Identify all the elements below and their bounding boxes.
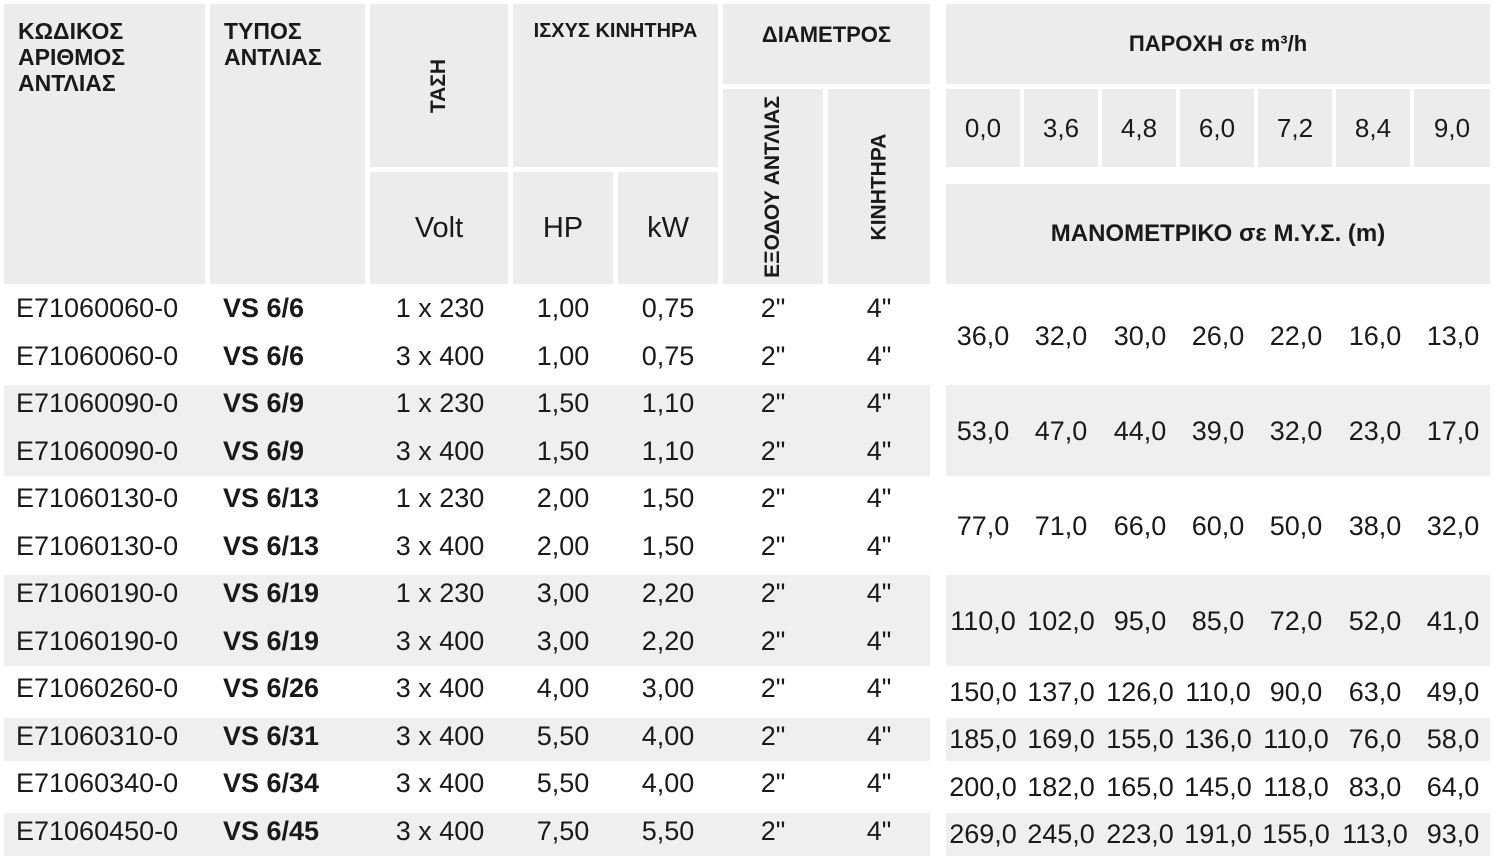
pump-voltage: 3 x 400 [395, 815, 485, 846]
header-diameter-motor-label: ΚΙΝΗΤΗΡΑ [867, 133, 891, 240]
pump-code: E71060190-0 [16, 625, 179, 656]
head-value: 93,0 [1426, 819, 1480, 850]
pump-power-kw: 1,10 [641, 388, 695, 418]
head-value: 118,0 [1263, 771, 1329, 802]
head-value: 50,0 [1269, 510, 1323, 541]
pump-power-kw: 2,20 [641, 578, 695, 608]
head-value: 200,0 [949, 771, 1017, 802]
pump-outlet-diameter: 2" [760, 578, 786, 608]
pump-voltage: 3 x 400 [395, 720, 485, 751]
header-diameter-label: ΔΙΑΜΕΤΡΟΣ [761, 22, 892, 47]
pump-outlet-diameter: 2" [760, 815, 786, 846]
head-value: 145,0 [1184, 771, 1252, 802]
head-value: 66,0 [1113, 510, 1167, 541]
header-power-hp: HP [513, 172, 613, 284]
flow-value-header: 4,8 [1102, 89, 1176, 167]
pump-code: E71060310-0 [16, 720, 179, 751]
pump-power-kw: 2,20 [641, 625, 695, 656]
flow-value-header: 7,2 [1258, 89, 1332, 167]
pump-outlet-diameter: 2" [760, 768, 786, 798]
head-value: 32,0 [1034, 320, 1088, 351]
pump-voltage: 3 x 400 [395, 435, 485, 466]
pump-motor-diameter: 4" [866, 625, 892, 656]
head-value: 136,0 [1184, 724, 1252, 755]
pump-motor-diameter: 4" [866, 483, 892, 513]
head-value: 223,0 [1106, 819, 1174, 850]
pump-power-hp: 5,50 [536, 720, 590, 751]
pump-motor-diameter: 4" [866, 673, 892, 703]
pump-motor-diameter: 4" [866, 815, 892, 846]
pump-motor-diameter: 4" [866, 340, 892, 371]
header-type-line-2: ΑΝΤΛΙΑΣ [224, 44, 322, 70]
pump-power-kw: 3,00 [641, 673, 695, 703]
head-value: 85,0 [1191, 605, 1245, 636]
head-value: 39,0 [1191, 415, 1245, 446]
pump-motor-diameter: 4" [866, 435, 892, 466]
head-value: 38,0 [1348, 510, 1402, 541]
head-value: 191,0 [1184, 819, 1252, 850]
head-value: 137,0 [1027, 676, 1095, 707]
head-value: 47,0 [1034, 415, 1088, 446]
header-voltage-unit: Volt [370, 172, 508, 284]
pump-type: VS 6/6 [223, 340, 305, 371]
header-diameter-cell [723, 4, 930, 84]
head-value: 165,0 [1106, 771, 1174, 802]
header-type-cell [210, 4, 365, 284]
header-code-line-1: ΚΩΔΙΚΟΣ [18, 18, 124, 44]
header-power-kw: kW [618, 172, 718, 284]
pump-voltage: 1 x 230 [395, 483, 485, 513]
pump-outlet-diameter: 2" [760, 673, 786, 703]
flow-value-header: 8,4 [1336, 89, 1410, 167]
head-value: 95,0 [1113, 605, 1167, 636]
header-power-label: ΙΣΧΥΣ ΚΙΝΗΤΗΡΑ [533, 20, 698, 42]
pump-outlet-diameter: 2" [760, 720, 786, 751]
pump-type: VS 6/34 [223, 768, 320, 798]
header-head-cell [946, 184, 1490, 284]
flow-value-header: 9,0 [1414, 89, 1490, 167]
pump-outlet-diameter: 2" [760, 340, 786, 371]
head-value: 71,0 [1034, 510, 1088, 541]
pump-outlet-diameter: 2" [760, 530, 786, 561]
pump-voltage: 3 x 400 [395, 625, 485, 656]
head-value: 63,0 [1348, 676, 1402, 707]
header-diameter-outlet [723, 89, 823, 284]
head-value: 182,0 [1027, 771, 1095, 802]
pump-outlet-diameter: 2" [760, 293, 786, 323]
head-value: 102,0 [1027, 605, 1095, 636]
pump-type: VS 6/45 [223, 815, 320, 846]
pump-voltage: 3 x 400 [395, 768, 485, 798]
pump-type: VS 6/9 [223, 388, 305, 418]
pump-voltage: 1 x 230 [395, 293, 485, 323]
header-diameter-motor [828, 89, 930, 284]
pump-voltage: 3 x 400 [395, 530, 485, 561]
head-value: 52,0 [1348, 605, 1402, 636]
pump-power-hp: 1,00 [536, 340, 590, 371]
pump-code: E71060130-0 [16, 483, 179, 513]
header-code-line-3: ΑΝΤΛΙΑΣ [18, 70, 116, 96]
head-value: 22,0 [1269, 320, 1323, 351]
pump-power-hp: 2,00 [536, 530, 590, 561]
flow-value-header: 0,0 [946, 89, 1020, 167]
pump-type: VS 6/13 [223, 530, 320, 561]
head-value: 72,0 [1269, 605, 1323, 636]
pump-outlet-diameter: 2" [760, 625, 786, 656]
pump-voltage: 3 x 400 [395, 340, 485, 371]
header-flow-label: ΠΑΡΟΧΗ σε m³/h [1128, 31, 1308, 56]
pump-type: VS 6/13 [223, 483, 320, 513]
pump-power-hp: 1,50 [536, 435, 590, 466]
header-code-line-2: ΑΡΙΘΜΟΣ [18, 44, 126, 70]
head-value: 26,0 [1191, 320, 1245, 351]
head-value: 113,0 [1342, 819, 1408, 850]
head-value: 169,0 [1027, 724, 1095, 755]
head-value: 155,0 [1106, 724, 1174, 755]
pump-voltage: 1 x 230 [395, 578, 485, 608]
pump-type: VS 6/31 [223, 720, 320, 751]
head-value: 13,0 [1426, 320, 1480, 351]
head-value: 126,0 [1106, 676, 1174, 707]
header-flow-cell [946, 4, 1490, 84]
pump-power-hp: 3,00 [536, 578, 590, 608]
head-value: 245,0 [1027, 819, 1095, 850]
head-value: 36,0 [956, 320, 1010, 351]
pump-type: VS 6/19 [223, 578, 320, 608]
header-diameter-outlet-label: ΕΞΟΔΟΥ ΑΝΤΛΙΑΣ [761, 95, 784, 278]
pump-voltage: 1 x 230 [395, 388, 485, 418]
pump-power-kw: 1,50 [641, 483, 695, 513]
flow-value-header: 6,0 [1180, 89, 1254, 167]
pump-code: E71060060-0 [16, 340, 179, 371]
head-value: 44,0 [1113, 415, 1167, 446]
pump-code: E71060450-0 [16, 815, 179, 846]
pump-power-hp: 5,50 [536, 768, 590, 798]
head-value: 155,0 [1262, 819, 1330, 850]
pump-power-hp: 1,50 [536, 388, 590, 418]
header-code-cell [4, 4, 205, 284]
pump-motor-diameter: 4" [866, 768, 892, 798]
head-value: 16,0 [1348, 320, 1402, 351]
pump-motor-diameter: 4" [866, 388, 892, 418]
head-value: 30,0 [1113, 320, 1167, 351]
pump-outlet-diameter: 2" [760, 483, 786, 513]
flow-value-header: 3,6 [1024, 89, 1098, 167]
pump-power-kw: 0,75 [641, 340, 695, 371]
pump-power-kw: 1,10 [641, 435, 695, 466]
pump-motor-diameter: 4" [866, 530, 892, 561]
pump-motor-diameter: 4" [866, 720, 892, 751]
pump-power-hp: 2,00 [536, 483, 590, 513]
header-voltage-cell [370, 4, 508, 167]
pump-voltage: 3 x 400 [395, 673, 485, 703]
head-value: 32,0 [1426, 510, 1480, 541]
head-value: 269,0 [949, 819, 1017, 850]
pump-power-hp: 4,00 [536, 673, 590, 703]
head-value: 185,0 [949, 724, 1017, 755]
head-value: 32,0 [1269, 415, 1323, 446]
head-value: 23,0 [1348, 415, 1402, 446]
pump-code: E71060090-0 [16, 388, 179, 418]
head-value: 110,0 [950, 605, 1016, 636]
head-value: 58,0 [1426, 724, 1480, 755]
pump-power-kw: 4,00 [641, 720, 695, 751]
head-value: 83,0 [1348, 771, 1402, 802]
pump-type: VS 6/26 [223, 673, 320, 703]
pump-code: E71060190-0 [16, 578, 179, 608]
pump-power-hp: 1,00 [536, 293, 590, 323]
pump-power-hp: 3,00 [536, 625, 590, 656]
head-value: 110,0 [1263, 724, 1329, 755]
pump-code: E71060090-0 [16, 435, 179, 466]
head-value: 49,0 [1426, 676, 1480, 707]
pump-code: E71060060-0 [16, 293, 179, 323]
head-value: 150,0 [949, 676, 1017, 707]
pump-motor-diameter: 4" [866, 293, 892, 323]
pump-code: E71060340-0 [16, 768, 179, 798]
header-head-label: ΜΑΝΟΜΕΤΡΙΚΟ σε Μ.Υ.Σ. (m) [1050, 220, 1386, 247]
pump-power-hp: 7,50 [536, 815, 590, 846]
head-value: 77,0 [956, 510, 1010, 541]
pump-motor-diameter: 4" [866, 578, 892, 608]
header-voltage-label: ΤΑΣΗ [426, 58, 450, 113]
head-value: 41,0 [1426, 605, 1480, 636]
head-value: 64,0 [1426, 771, 1480, 802]
head-value: 53,0 [956, 415, 1010, 446]
head-value: 76,0 [1348, 724, 1402, 755]
head-value: 17,0 [1426, 415, 1480, 446]
pump-code: E71060260-0 [16, 673, 179, 703]
pump-power-kw: 0,75 [641, 293, 695, 323]
pump-type: VS 6/19 [223, 625, 320, 656]
pump-outlet-diameter: 2" [760, 388, 786, 418]
header-type-line-1: ΤΥΠΟΣ [224, 18, 302, 44]
pump-power-kw: 5,50 [641, 815, 695, 846]
pump-outlet-diameter: 2" [760, 435, 786, 466]
head-value: 60,0 [1191, 510, 1245, 541]
header-power-cell [513, 4, 718, 167]
pump-type: VS 6/6 [223, 293, 305, 323]
head-value: 110,0 [1185, 676, 1251, 707]
pump-type: VS 6/9 [223, 435, 305, 466]
pump-code: E71060130-0 [16, 530, 179, 561]
head-value: 90,0 [1269, 676, 1323, 707]
pump-power-kw: 4,00 [641, 768, 695, 798]
pump-power-kw: 1,50 [641, 530, 695, 561]
